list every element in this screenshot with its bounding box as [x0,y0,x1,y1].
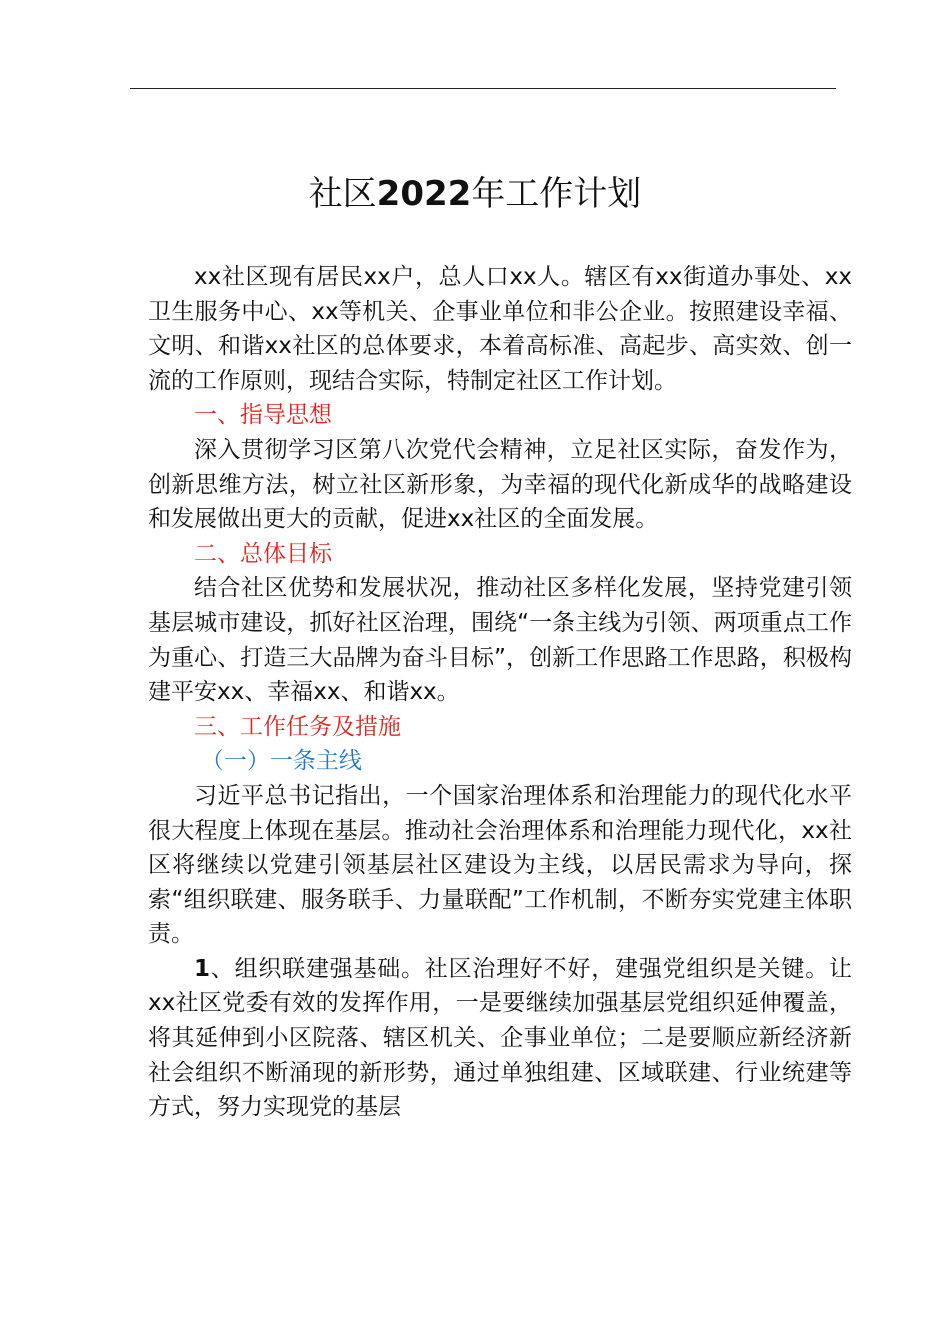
section-guiding-thought-body: 深入贯彻学习区第八次党代会精神，立足社区实际，奋发作为，创新思维方法，树立社区新形象，为幸福的现代化新成华的战略建设和发展做出更大的贡献，促进xx社区的全面发展。 [148,436,852,533]
subsection-main-line-body: 习近平总书记指出，一个国家治理体系和治理能力的现代化水平很大程度上体现在基层。推动社会治理体系和治理能力现代化，xx社区将继续以党建引领基层社区建设为主线，以居民需求为导向，探索“组织联建、服务联手、力量联配”工作机制，不断夯实党建主体职责。 [148,782,852,948]
item-organization-body: 、组织联建强基础。社区治理好不好，建强党组织是关键。让xx社区党委有效的发挥作用，一是要继续加强基层党组织延伸覆盖，将其延伸到小区院落、辖区机关、企事业单位；二是要顺应新经济新社会组织不断涌现的新形势，通过单独组建、区域联建、行业统建等方式，努力实现党的基层 [148,955,852,1121]
title-year: 2022 [376,174,472,214]
section-heading-tasks: 三、工作任务及措施 [194,713,401,740]
section-overall-goal-body: 结合社区优势和发展状况，推动社区多样化发展，坚持党建引领基层城市建设，抓好社区治理，围绕“一条主线为引领、两项重点工作为重心、打造三大品牌为奋斗目标”，创新工作思路工作思路，积极构建平安xx、幸福xx、和谐xx。 [148,575,852,706]
title-suffix: 年工作计划 [471,174,642,214]
intro-paragraph: xx社区现有居民xx户，总人口xx人。辖区有xx街道办事处、xx卫生服务中心、xx等机关、企事业单位和非公企业。按照建设幸福、文明、和谐xx社区的总体要求，本着高标准、高起步、高实效、创一流的工作原则，现结合实际，特制定社区工作计划。 [148,264,852,394]
document-body [148,260,852,1125]
header-rule [130,88,836,89]
section-heading-guiding-thought: 一、指导思想 [194,402,332,429]
subsection-heading-main-line: （一）一条主线 [200,748,362,775]
item-organization-paragraph [148,952,852,1125]
item-number: 1 [194,955,211,982]
title-prefix: 社区 [308,174,377,214]
section-heading-overall-goal: 二、总体目标 [194,540,332,567]
document-title [0,170,950,218]
